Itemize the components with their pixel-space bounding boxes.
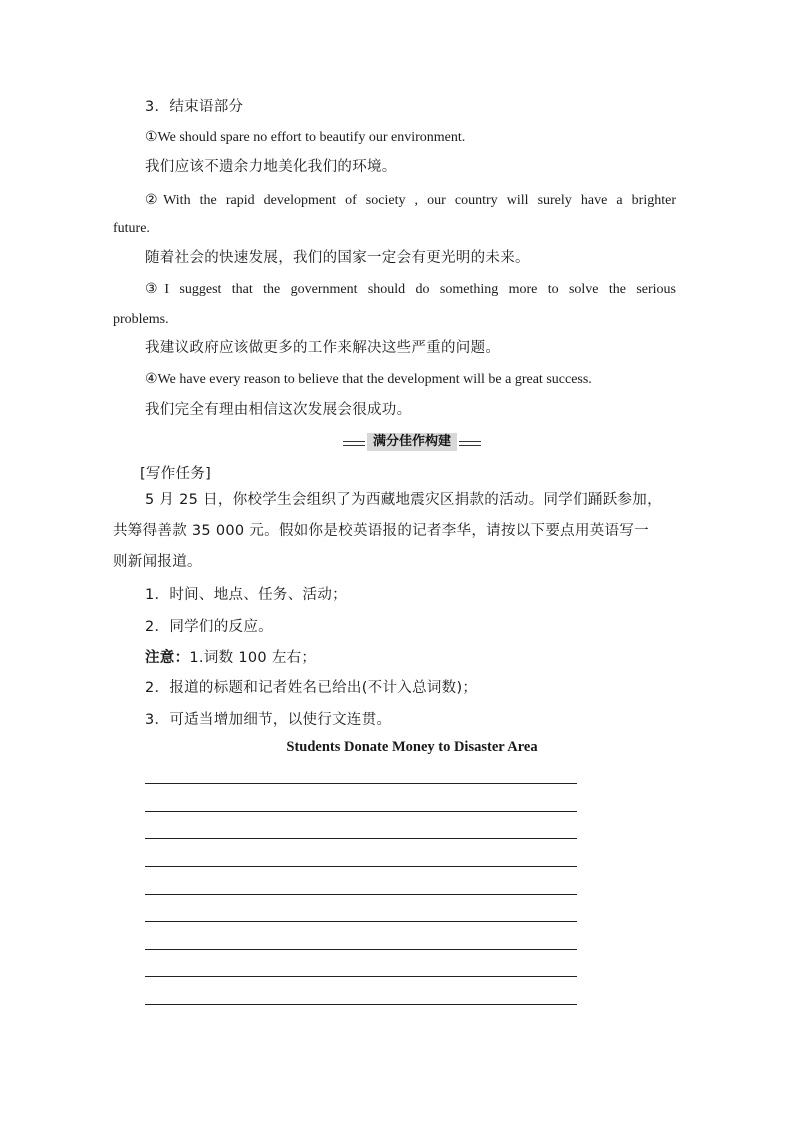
task-point-2: 2．同学们的反应。 — [145, 619, 273, 635]
sentence-cn-4: 我们完全有理由相信这次发展会很成功。 — [145, 402, 412, 418]
section-banner — [343, 433, 481, 451]
task-paragraph-line1: 5 月 25 日，你校学生会组织了为西藏地震灾区捐款的活动。同学们踊跃参加， — [145, 492, 662, 508]
sentence-en-2-line1: ②With the rapid development of society , our country will surely have a brighter — [145, 193, 676, 208]
task-paragraph-line2: 共筹得善款 35 000 元。假如你是校英语报的记者李华，请按以下要点用英语写一 — [113, 523, 649, 539]
sentence-en-1: ①We should spare no effort to beautify our environment. — [145, 130, 466, 145]
task-label: [写作任务] — [140, 466, 212, 482]
writing-line[interactable] — [145, 1004, 577, 1005]
note-label: 注意： — [145, 650, 190, 666]
sentence-en-3-line1: ③I suggest that the government should do something more to solve the serious — [145, 282, 676, 297]
writing-line[interactable] — [145, 921, 577, 922]
banner-label: 满分佳作构建 — [365, 433, 459, 451]
sentence-cn-3: 我建议政府应该做更多的工作来解决这些严重的问题。 — [145, 340, 501, 356]
writing-line[interactable] — [145, 949, 577, 950]
sentence-en-4: ④We have every reason to believe that the development will be a great success. — [145, 372, 592, 387]
task-note-2: 2．报道的标题和记者姓名已给出(不计入总词数)； — [145, 680, 478, 696]
task-point-1: 1．时间、地点、任务、活动； — [145, 587, 347, 603]
writing-line[interactable] — [145, 866, 577, 867]
sentence-cn-1: 我们应该不遗余力地美化我们的环境。 — [145, 159, 397, 175]
essay-title: Students Donate Money to Disaster Area — [286, 739, 538, 755]
writing-line[interactable] — [145, 976, 577, 977]
writing-line[interactable] — [145, 838, 577, 839]
note-1-text: 1.词数 100 左右； — [189, 650, 317, 666]
task-note-1 — [145, 648, 316, 668]
task-note-3: 3．可适当增加细节，以使行文连贯。 — [145, 712, 392, 728]
closing-heading: 3．结束语部分 — [145, 99, 244, 115]
sentence-en-3-line2: problems. — [113, 312, 169, 327]
sentence-en-2-line2: future. — [113, 221, 150, 236]
writing-line[interactable] — [145, 894, 577, 895]
sentence-cn-2: 随着社会的快速发展，我们的国家一定会有更光明的未来。 — [145, 250, 530, 266]
writing-line[interactable] — [145, 811, 577, 812]
writing-line[interactable] — [145, 783, 577, 784]
task-paragraph-line3: 则新闻报道。 — [113, 554, 202, 570]
